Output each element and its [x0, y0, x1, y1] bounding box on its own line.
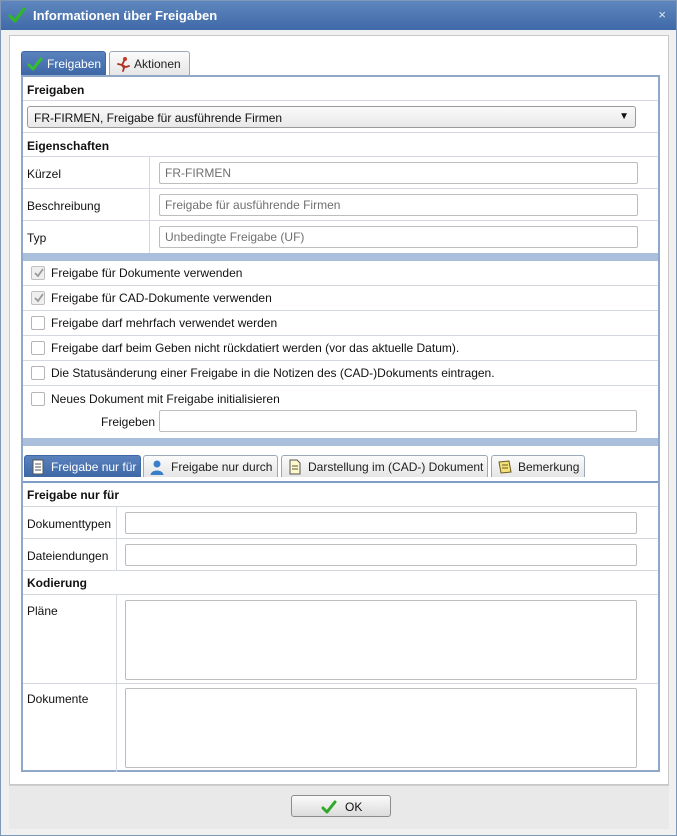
dokumente-textarea[interactable] — [125, 688, 637, 768]
init-row — [23, 386, 658, 438]
option-row — [23, 336, 658, 361]
freigabe-nur-fuer-header — [23, 483, 658, 507]
ok-button[interactable] — [291, 795, 391, 817]
dokumente-row — [23, 684, 658, 772]
dokumenttypen-row — [23, 507, 658, 539]
freigeben-field[interactable] — [159, 410, 637, 432]
document-list-icon — [30, 459, 46, 475]
dateiendungen-field[interactable] — [125, 544, 637, 566]
kuerzel-field[interactable] — [159, 162, 638, 184]
kodierung-header — [23, 571, 658, 595]
beschreibung-row — [23, 189, 658, 221]
plaene-label: Pläne — [27, 604, 58, 618]
close-icon[interactable]: × — [658, 7, 666, 22]
checkmark-icon — [34, 293, 44, 303]
note-icon — [497, 459, 513, 475]
plaene-textarea[interactable] — [125, 600, 637, 680]
tab-label: Darstellung im (CAD-) Dokument — [308, 460, 484, 474]
dialog-content — [9, 35, 669, 785]
section-title: Kodierung — [27, 576, 87, 590]
option-checkbox[interactable] — [31, 392, 45, 406]
section-title: Eigenschaften — [27, 139, 110, 153]
dateiendungen-row — [23, 539, 658, 571]
kuerzel-label: Kürzel — [27, 167, 62, 181]
freigabe-select-value: FR-FIRMEN, Freigabe für ausführende Firmen — [34, 111, 283, 125]
plaene-row — [23, 595, 658, 684]
tab-label: Freigaben — [47, 57, 102, 71]
label-cell — [23, 507, 117, 538]
option-label: Freigabe darf mehrfach verwendet werden — [51, 316, 278, 330]
tab-label: Freigabe nur durch — [171, 460, 273, 474]
option-checkbox[interactable] — [31, 341, 45, 355]
section-separator — [23, 253, 658, 261]
tab-freigaben[interactable] — [21, 51, 106, 75]
option-checkbox[interactable] — [31, 291, 45, 305]
dialog-footer — [9, 785, 669, 829]
label-cell — [23, 157, 150, 188]
typ-label: Typ — [27, 231, 47, 245]
option-row — [23, 286, 658, 311]
tab-aktionen[interactable] — [109, 51, 190, 75]
freigaben-section-header — [23, 77, 658, 101]
beschreibung-label: Beschreibung — [27, 199, 101, 213]
option-row — [23, 311, 658, 336]
freigabe-select[interactable] — [27, 106, 636, 128]
kuerzel-row — [23, 157, 658, 189]
user-icon — [149, 459, 165, 475]
label-cell — [23, 595, 117, 683]
option-label: Freigabe für CAD-Dokumente verwenden — [51, 291, 272, 305]
label-cell — [23, 189, 150, 220]
checkmark-icon — [34, 268, 44, 278]
tab-label: Bemerkung — [518, 460, 580, 474]
green-check-icon — [321, 799, 337, 815]
eigenschaften-section-header — [23, 133, 658, 157]
dateiendungen-label: Dateiendungen — [27, 549, 109, 563]
tab-label: Freigabe nur für — [51, 460, 137, 474]
title-bar — [1, 1, 676, 30]
freigaben-panel — [21, 75, 660, 772]
dokumente-label: Dokumente — [27, 692, 89, 706]
option-row — [23, 261, 658, 286]
tab-freigabe-nur-durch[interactable] — [143, 455, 278, 477]
option-checkbox[interactable] — [31, 316, 45, 330]
freigeben-label: Freigeben — [101, 415, 156, 429]
beschreibung-field[interactable] — [159, 194, 638, 216]
label-cell — [23, 539, 117, 570]
typ-row — [23, 221, 658, 253]
ok-label: OK — [345, 800, 363, 814]
option-label: Freigabe für Dokumente verwenden — [51, 266, 243, 280]
label-cell — [23, 221, 150, 253]
freigabe-nur-fuer-panel — [23, 481, 658, 770]
option-checkbox[interactable] — [31, 366, 45, 380]
option-checkbox[interactable] — [31, 266, 45, 280]
chevron-down-icon: ▼ — [619, 111, 629, 122]
dokumenttypen-label: Dokumenttypen — [27, 517, 112, 531]
label-cell — [23, 684, 117, 772]
tab-label: Aktionen — [134, 57, 181, 71]
section-title: Freigabe nur für — [27, 488, 120, 502]
dokumenttypen-field[interactable] — [125, 512, 637, 534]
running-person-icon — [115, 56, 131, 72]
tab-bemerkung[interactable] — [491, 455, 585, 477]
section-title: Freigaben — [27, 83, 85, 97]
document-icon — [287, 459, 303, 475]
green-check-icon — [27, 56, 43, 72]
option-label: Neues Dokument mit Freigabe initialisieren — [51, 392, 280, 406]
option-label: Die Statusänderung einer Freigabe in die Notizen des (CAD-)Dokuments eintragen. — [51, 366, 495, 380]
section-separator — [23, 438, 658, 446]
tab-freigabe-nur-fuer[interactable] — [24, 455, 141, 477]
window-title: Informationen über Freigaben — [33, 8, 218, 23]
tab-darstellung[interactable] — [281, 455, 488, 477]
option-row — [23, 361, 658, 386]
option-label: Freigabe darf beim Geben nicht rückdatiert werden (vor das aktuelle Datum). — [51, 341, 460, 355]
freigabe-select-row — [23, 101, 658, 133]
green-check-icon — [8, 6, 26, 24]
typ-field[interactable] — [159, 226, 638, 248]
